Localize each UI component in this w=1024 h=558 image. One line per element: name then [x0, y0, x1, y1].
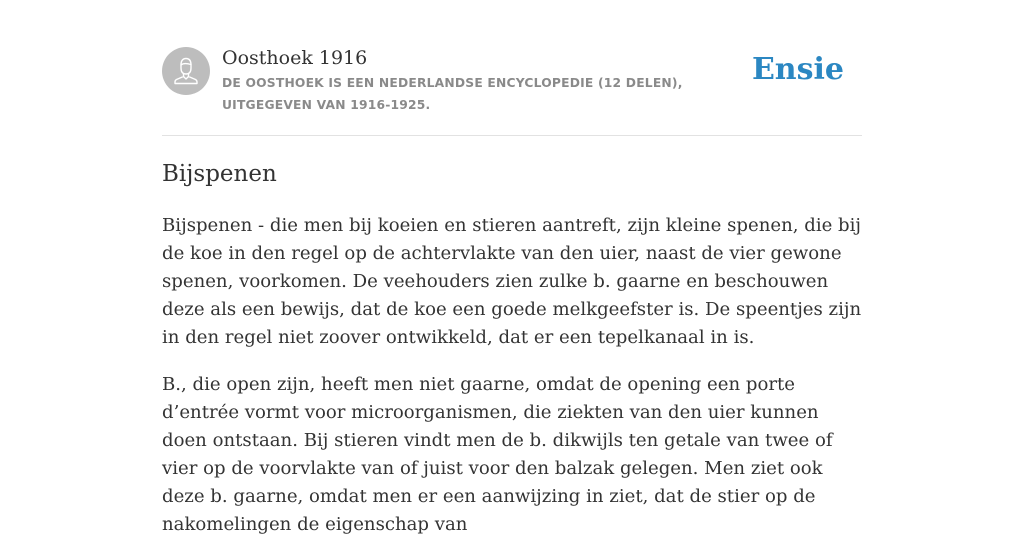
article-paragraph: Bijspenen - die men bij koeien en stieren aantreft, zijn kleine spenen, die bij de koe in den regel op de achtervlakte van den uier, naast de vier gewone spenen, voorkomen. De veehouders zien zulke b. gaarne en beschouwen deze als een bewijs, dat de koe een goede melkgeefster is. De speentjes zijn in den regel niet zoover ontwikkeld, dat er een tepelkanaal in is.	[162, 215, 862, 348]
source-description: DE OOSTHOEK IS EEN NEDERLANDSE ENCYCLOPEDIE (12 DELEN), UITGEGEVEN VAN 1916-1925.	[222, 76, 683, 112]
article-body	[162, 212, 862, 558]
user-outline-icon	[162, 47, 210, 95]
source-title[interactable]: Oosthoek 1916	[222, 47, 368, 69]
avatar[interactable]	[162, 47, 210, 95]
source-header	[162, 46, 862, 136]
brand-logo[interactable]: Ensie	[751, 52, 844, 87]
article-title: Bijspenen	[162, 161, 277, 187]
article-paragraph: B., die open zijn, heeft men niet gaarne, omdat de opening een porte d’entrée vormt voor microorganismen, die ziekten van den uier kunnen doen ontstaan. Bij stieren vindt men de b. dikwijls ten getale van twee of vier op de voorvlakte van of juist voor den balzak gelegen. Men ziet ook deze b. gaarne, omdat men er een aanwijzing in ziet, dat de stier op de nakomelingen de eigenschap van	[162, 374, 833, 535]
